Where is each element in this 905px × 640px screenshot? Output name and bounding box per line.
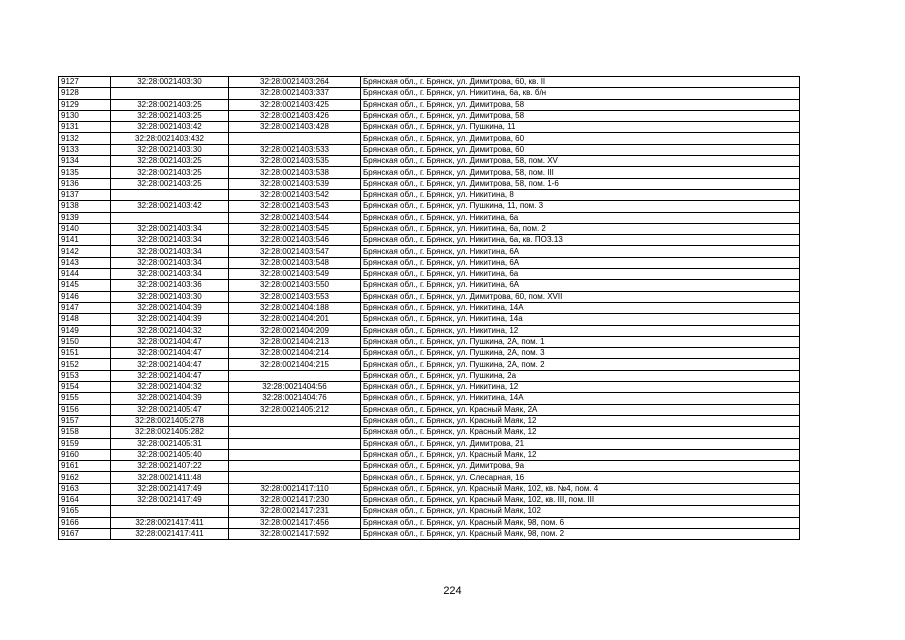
land-cadastral-number-cell: 32:28:0021407:22 xyxy=(111,461,229,472)
land-cadastral-number-cell: 32:28:0021403:432 xyxy=(111,133,229,144)
object-cadastral-number-cell: 32:28:0021417:110 xyxy=(229,483,361,494)
address-cell: Брянская обл., г. Брянск, ул. Пушкина, 2а xyxy=(361,370,800,381)
record-number-cell: 9148 xyxy=(59,314,111,325)
land-cadastral-number-cell: 32:28:0021417:49 xyxy=(111,494,229,505)
address-cell: Брянская обл., г. Брянск, ул. Никитина, 12 xyxy=(361,325,800,336)
land-cadastral-number-cell: 32:28:0021405:31 xyxy=(111,438,229,449)
table-row xyxy=(59,517,800,528)
address-cell: Брянская обл., г. Брянск, ул. Никитина, 6а, пом. 2 xyxy=(361,223,800,234)
address-cell: Брянская обл., г. Брянск, ул. Никитина, 8 xyxy=(361,189,800,200)
object-cadastral-number-cell xyxy=(229,461,361,472)
address-cell: Брянская обл., г. Брянск, ул. Красный Маяк, 12 xyxy=(361,415,800,426)
land-cadastral-number-cell: 32:28:0021403:25 xyxy=(111,167,229,178)
record-number-cell: 9153 xyxy=(59,370,111,381)
table-row xyxy=(59,494,800,505)
table-row xyxy=(59,336,800,347)
object-cadastral-number-cell: 32:28:0021403:264 xyxy=(229,77,361,88)
table-row xyxy=(59,201,800,212)
address-cell: Брянская обл., г. Брянск, ул. Никитина, 6а xyxy=(361,269,800,280)
record-number-cell: 9150 xyxy=(59,336,111,347)
address-cell: Брянская обл., г. Брянск, ул. Красный Маяк, 98, пом. 6 xyxy=(361,517,800,528)
record-number-cell: 9158 xyxy=(59,427,111,438)
object-cadastral-number-cell xyxy=(229,438,361,449)
table-row xyxy=(59,189,800,200)
table-row xyxy=(59,438,800,449)
land-cadastral-number-cell: 32:28:0021403:34 xyxy=(111,246,229,257)
record-number-cell: 9159 xyxy=(59,438,111,449)
land-cadastral-number-cell: 32:28:0021403:42 xyxy=(111,201,229,212)
land-cadastral-number-cell: 32:28:0021403:36 xyxy=(111,280,229,291)
address-cell: Брянская обл., г. Брянск, ул. Красный Маяк, 102 xyxy=(361,506,800,517)
table-row xyxy=(59,235,800,246)
object-cadastral-number-cell: 32:28:0021403:538 xyxy=(229,167,361,178)
address-cell: Брянская обл., г. Брянск, ул. Красный Маяк, 98, пом. 2 xyxy=(361,528,800,539)
address-cell: Брянская обл., г. Брянск, ул. Димитрова, 60 xyxy=(361,133,800,144)
object-cadastral-number-cell xyxy=(229,472,361,483)
address-cell: Брянская обл., г. Брянск, ул. Димитрова, 58, пом. III xyxy=(361,167,800,178)
address-cell: Брянская обл., г. Брянск, ул. Никитина, 6а, кв. ПОЗ.13 xyxy=(361,235,800,246)
address-cell: Брянская обл., г. Брянск, ул. Красный Маяк, 102, кв. №4, пом. 4 xyxy=(361,483,800,494)
land-cadastral-number-cell xyxy=(111,88,229,99)
object-cadastral-number-cell xyxy=(229,370,361,381)
table-row xyxy=(59,167,800,178)
record-number-cell: 9132 xyxy=(59,133,111,144)
record-number-cell: 9166 xyxy=(59,517,111,528)
table-row xyxy=(59,506,800,517)
address-cell: Брянская обл., г. Брянск, ул. Димитрова, 60 xyxy=(361,144,800,155)
registry-table-body xyxy=(59,77,800,540)
address-cell: Брянская обл., г. Брянск, ул. Красный Маяк, 12 xyxy=(361,449,800,460)
address-cell: Брянская обл., г. Брянск, ул. Пушкина, 2А, пом. 2 xyxy=(361,359,800,370)
table-row xyxy=(59,348,800,359)
land-cadastral-number-cell: 32:28:0021404:47 xyxy=(111,336,229,347)
address-cell: Брянская обл., г. Брянск, ул. Красный Маяк, 12 xyxy=(361,427,800,438)
object-cadastral-number-cell: 32:28:0021417:592 xyxy=(229,528,361,539)
record-number-cell: 9131 xyxy=(59,122,111,133)
object-cadastral-number-cell: 32:28:0021404:215 xyxy=(229,359,361,370)
object-cadastral-number-cell: 32:28:0021404:201 xyxy=(229,314,361,325)
record-number-cell: 9156 xyxy=(59,404,111,415)
object-cadastral-number-cell: 32:28:0021403:547 xyxy=(229,246,361,257)
object-cadastral-number-cell: 32:28:0021417:230 xyxy=(229,494,361,505)
object-cadastral-number-cell: 32:28:0021403:553 xyxy=(229,291,361,302)
land-cadastral-number-cell: 32:28:0021417:49 xyxy=(111,483,229,494)
address-cell: Брянская обл., г. Брянск, ул. Никитина, 14а xyxy=(361,314,800,325)
object-cadastral-number-cell: 32:28:0021404:214 xyxy=(229,348,361,359)
address-cell: Брянская обл., г. Брянск, ул. Пушкина, 11 xyxy=(361,122,800,133)
table-row xyxy=(59,291,800,302)
object-cadastral-number-cell: 32:28:0021404:213 xyxy=(229,336,361,347)
address-cell: Брянская обл., г. Брянск, ул. Димитрова, 58 xyxy=(361,99,800,110)
land-cadastral-number-cell: 32:28:0021403:34 xyxy=(111,257,229,268)
table-row xyxy=(59,110,800,121)
record-number-cell: 9140 xyxy=(59,223,111,234)
land-cadastral-number-cell: 32:28:0021403:34 xyxy=(111,269,229,280)
land-cadastral-number-cell: 32:28:0021404:47 xyxy=(111,370,229,381)
record-number-cell: 9164 xyxy=(59,494,111,505)
address-cell: Брянская обл., г. Брянск, ул. Никитина, 6А xyxy=(361,280,800,291)
table-row xyxy=(59,370,800,381)
address-cell: Брянская обл., г. Брянск, ул. Димитрова, 58 xyxy=(361,110,800,121)
object-cadastral-number-cell: 32:28:0021403:543 xyxy=(229,201,361,212)
table-row xyxy=(59,461,800,472)
record-number-cell: 9141 xyxy=(59,235,111,246)
table-row xyxy=(59,404,800,415)
record-number-cell: 9127 xyxy=(59,77,111,88)
address-cell: Брянская обл., г. Брянск, ул. Пушкина, 2А, пом. 3 xyxy=(361,348,800,359)
object-cadastral-number-cell: 32:28:0021417:456 xyxy=(229,517,361,528)
object-cadastral-number-cell: 32:28:0021403:549 xyxy=(229,269,361,280)
table-row xyxy=(59,88,800,99)
table-row xyxy=(59,427,800,438)
object-cadastral-number-cell xyxy=(229,449,361,460)
address-cell: Брянская обл., г. Брянск, ул. Никитина, 12 xyxy=(361,382,800,393)
record-number-cell: 9129 xyxy=(59,99,111,110)
land-cadastral-number-cell: 32:28:0021405:47 xyxy=(111,404,229,415)
address-cell: Брянская обл., г. Брянск, ул. Никитина, 14А xyxy=(361,302,800,313)
land-cadastral-number-cell xyxy=(111,506,229,517)
table-row xyxy=(59,99,800,110)
table-row xyxy=(59,280,800,291)
address-cell: Брянская обл., г. Брянск, ул. Никитина, 6А xyxy=(361,257,800,268)
record-number-cell: 9161 xyxy=(59,461,111,472)
address-cell: Брянская обл., г. Брянск, ул. Слесарная, 16 xyxy=(361,472,800,483)
table-row xyxy=(59,472,800,483)
address-cell: Брянская обл., г. Брянск, ул. Никитина, 6а, кв. б/н xyxy=(361,88,800,99)
record-number-cell: 9167 xyxy=(59,528,111,539)
land-cadastral-number-cell: 32:28:0021404:47 xyxy=(111,359,229,370)
land-cadastral-number-cell: 32:28:0021405:282 xyxy=(111,427,229,438)
land-cadastral-number-cell: 32:28:0021405:278 xyxy=(111,415,229,426)
record-number-cell: 9139 xyxy=(59,212,111,223)
land-cadastral-number-cell: 32:28:0021404:32 xyxy=(111,325,229,336)
page-number: 224 xyxy=(443,585,462,597)
record-number-cell: 9145 xyxy=(59,280,111,291)
record-number-cell: 9142 xyxy=(59,246,111,257)
address-cell: Брянская обл., г. Брянск, ул. Димитрова, 60, кв. II xyxy=(361,77,800,88)
land-cadastral-number-cell: 32:28:0021404:39 xyxy=(111,302,229,313)
table-row xyxy=(59,212,800,223)
land-cadastral-number-cell: 32:28:0021403:25 xyxy=(111,99,229,110)
table-row xyxy=(59,223,800,234)
land-cadastral-number-cell: 32:28:0021403:30 xyxy=(111,144,229,155)
table-row xyxy=(59,393,800,404)
land-cadastral-number-cell: 32:28:0021403:25 xyxy=(111,110,229,121)
table-row xyxy=(59,325,800,336)
address-cell: Брянская обл., г. Брянск, ул. Димитрова, 58, пом. 1-6 xyxy=(361,178,800,189)
address-cell: Брянская обл., г. Брянск, ул. Никитина, 6а xyxy=(361,212,800,223)
land-cadastral-number-cell: 32:28:0021403:34 xyxy=(111,223,229,234)
land-cadastral-number-cell: 32:28:0021403:25 xyxy=(111,178,229,189)
record-number-cell: 9163 xyxy=(59,483,111,494)
object-cadastral-number-cell: 32:28:0021403:548 xyxy=(229,257,361,268)
object-cadastral-number-cell xyxy=(229,415,361,426)
object-cadastral-number-cell xyxy=(229,133,361,144)
record-number-cell: 9157 xyxy=(59,415,111,426)
land-cadastral-number-cell: 32:28:0021403:34 xyxy=(111,235,229,246)
address-cell: Брянская обл., г. Брянск, ул. Никитина, 14А xyxy=(361,393,800,404)
object-cadastral-number-cell: 32:28:0021403:546 xyxy=(229,235,361,246)
address-cell: Брянская обл., г. Брянск, ул. Никитина, 6А xyxy=(361,246,800,257)
record-number-cell: 9137 xyxy=(59,189,111,200)
record-number-cell: 9165 xyxy=(59,506,111,517)
record-number-cell: 9146 xyxy=(59,291,111,302)
object-cadastral-number-cell: 32:28:0021403:428 xyxy=(229,122,361,133)
table-row xyxy=(59,246,800,257)
object-cadastral-number-cell: 32:28:0021404:56 xyxy=(229,382,361,393)
object-cadastral-number-cell: 32:28:0021403:544 xyxy=(229,212,361,223)
table-row xyxy=(59,257,800,268)
record-number-cell: 9155 xyxy=(59,393,111,404)
object-cadastral-number-cell: 32:28:0021404:209 xyxy=(229,325,361,336)
address-cell: Брянская обл., г. Брянск, ул. Пушкина, 11, пом. 3 xyxy=(361,201,800,212)
object-cadastral-number-cell xyxy=(229,427,361,438)
table-row xyxy=(59,178,800,189)
record-number-cell: 9128 xyxy=(59,88,111,99)
record-number-cell: 9160 xyxy=(59,449,111,460)
table-row xyxy=(59,528,800,539)
object-cadastral-number-cell: 32:28:0021405:212 xyxy=(229,404,361,415)
table-row xyxy=(59,302,800,313)
object-cadastral-number-cell: 32:28:0021403:550 xyxy=(229,280,361,291)
object-cadastral-number-cell: 32:28:0021404:76 xyxy=(229,393,361,404)
address-cell: Брянская обл., г. Брянск, ул. Димитрова, 58, пом. XV xyxy=(361,156,800,167)
table-row xyxy=(59,77,800,88)
record-number-cell: 9133 xyxy=(59,144,111,155)
object-cadastral-number-cell: 32:28:0021403:533 xyxy=(229,144,361,155)
object-cadastral-number-cell: 32:28:0021403:425 xyxy=(229,99,361,110)
land-cadastral-number-cell: 32:28:0021404:47 xyxy=(111,348,229,359)
object-cadastral-number-cell: 32:28:0021403:535 xyxy=(229,156,361,167)
object-cadastral-number-cell: 32:28:0021403:545 xyxy=(229,223,361,234)
record-number-cell: 9147 xyxy=(59,302,111,313)
record-number-cell: 9136 xyxy=(59,178,111,189)
record-number-cell: 9144 xyxy=(59,269,111,280)
record-number-cell: 9134 xyxy=(59,156,111,167)
land-cadastral-number-cell: 32:28:0021417:411 xyxy=(111,517,229,528)
address-cell: Брянская обл., г. Брянск, ул. Димитрова, 21 xyxy=(361,438,800,449)
object-cadastral-number-cell: 32:28:0021403:539 xyxy=(229,178,361,189)
table-row xyxy=(59,144,800,155)
table-row xyxy=(59,122,800,133)
land-cadastral-number-cell: 32:28:0021404:39 xyxy=(111,393,229,404)
record-number-cell: 9151 xyxy=(59,348,111,359)
object-cadastral-number-cell: 32:28:0021403:426 xyxy=(229,110,361,121)
land-cadastral-number-cell: 32:28:0021417:411 xyxy=(111,528,229,539)
address-cell: Брянская обл., г. Брянск, ул. Красный Маяк, 102, кв. III, пом. III xyxy=(361,494,800,505)
property-registry-table xyxy=(58,76,800,540)
land-cadastral-number-cell: 32:28:0021404:39 xyxy=(111,314,229,325)
address-cell: Брянская обл., г. Брянск, ул. Димитрова, 9а xyxy=(361,461,800,472)
object-cadastral-number-cell: 32:28:0021403:337 xyxy=(229,88,361,99)
table-row xyxy=(59,415,800,426)
land-cadastral-number-cell xyxy=(111,212,229,223)
land-cadastral-number-cell: 32:28:0021403:30 xyxy=(111,291,229,302)
land-cadastral-number-cell: 32:28:0021403:25 xyxy=(111,156,229,167)
table-row xyxy=(59,483,800,494)
land-cadastral-number-cell xyxy=(111,189,229,200)
record-number-cell: 9138 xyxy=(59,201,111,212)
land-cadastral-number-cell: 32:28:0021405:40 xyxy=(111,449,229,460)
record-number-cell: 9162 xyxy=(59,472,111,483)
address-cell: Брянская обл., г. Брянск, ул. Пушкина, 2А, пом. 1 xyxy=(361,336,800,347)
table-row xyxy=(59,314,800,325)
table-row xyxy=(59,449,800,460)
record-number-cell: 9149 xyxy=(59,325,111,336)
address-cell: Брянская обл., г. Брянск, ул. Димитрова, 60, пом. XVII xyxy=(361,291,800,302)
land-cadastral-number-cell: 32:28:0021404:32 xyxy=(111,382,229,393)
record-number-cell: 9152 xyxy=(59,359,111,370)
land-cadastral-number-cell: 32:28:0021411:48 xyxy=(111,472,229,483)
object-cadastral-number-cell: 32:28:0021403:542 xyxy=(229,189,361,200)
table-row xyxy=(59,359,800,370)
object-cadastral-number-cell: 32:28:0021417:231 xyxy=(229,506,361,517)
record-number-cell: 9143 xyxy=(59,257,111,268)
table-row xyxy=(59,382,800,393)
table-row xyxy=(59,269,800,280)
land-cadastral-number-cell: 32:28:0021403:30 xyxy=(111,77,229,88)
land-cadastral-number-cell: 32:28:0021403:42 xyxy=(111,122,229,133)
record-number-cell: 9130 xyxy=(59,110,111,121)
table-row xyxy=(59,133,800,144)
record-number-cell: 9154 xyxy=(59,382,111,393)
table-row xyxy=(59,156,800,167)
object-cadastral-number-cell: 32:28:0021404:188 xyxy=(229,302,361,313)
address-cell: Брянская обл., г. Брянск, ул. Красный Маяк, 2А xyxy=(361,404,800,415)
record-number-cell: 9135 xyxy=(59,167,111,178)
